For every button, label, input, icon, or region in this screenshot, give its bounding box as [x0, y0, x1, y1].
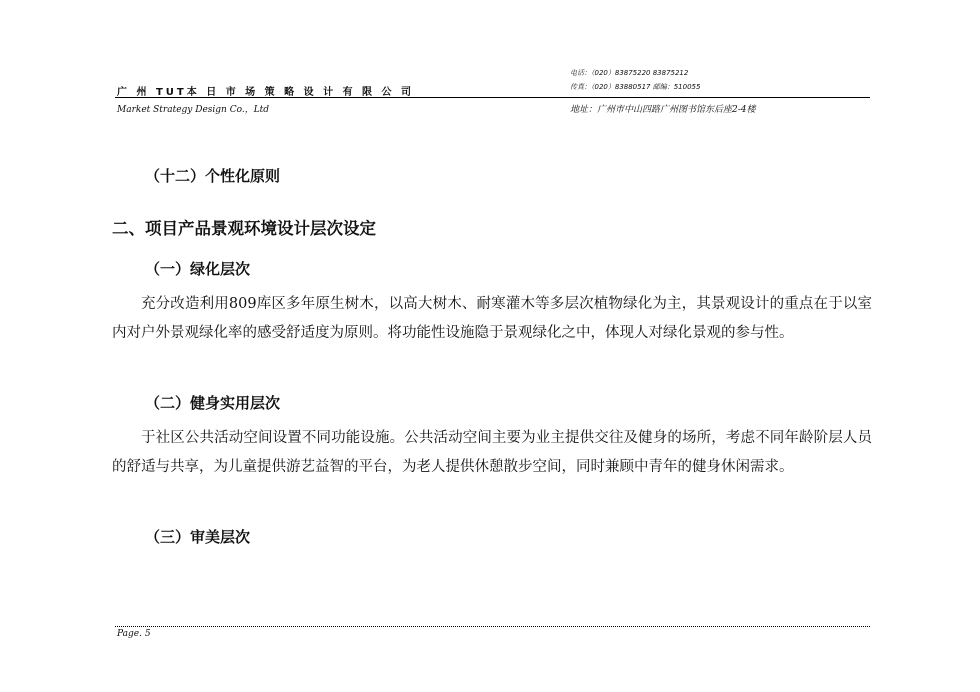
paragraph-greening-level: 充分改造利用809库区多年原生树木，以高大树木、耐寒灌木等多层次植物绿化为主，其景观设计的重点在于以室内对户外景观绿化率的感受舒适度为原则。将功能性设施隐于景观绿化之中，体现人对绿化景观的参与性。: [112, 296, 872, 341]
header-fax: 传真：（020）83880517 邮编：510055: [570, 83, 701, 91]
header-address: 地址：广州市中山四路广州图书馆东后座2-4楼: [570, 105, 756, 115]
paragraph-fitness-level: 于社区公共活动空间设置不同功能设施。公共活动空间主要为业主提供交往及健身的场所，考虑不同年龄阶层人员的舒适与共享，为儿童提供游艺益智的平台，为老人提供休憩散步空间，同时兼顾中青年的健身休闲需求。: [112, 430, 872, 475]
footer-divider: [115, 626, 870, 627]
heading-personalization-principle: （十二）个性化原则: [145, 167, 281, 185]
header-company-english: Market Strategy Design Co.，Ltd: [117, 105, 270, 115]
header-company-name: 广 州 TUT本 日 市 场 策 略 设 计 有 限 公 司: [117, 87, 415, 98]
subheading-greening-level: （一）绿化层次: [145, 260, 251, 278]
section-title-landscape-levels: 二、项目产品景观环境设计层次设定: [112, 219, 376, 238]
subheading-fitness-level: （二）健身实用层次: [145, 394, 281, 412]
subheading-aesthetic-level: （三）审美层次: [145, 528, 251, 546]
header-divider: [115, 97, 870, 98]
header-phone: 电话：（020）83875220 83875212: [570, 69, 689, 77]
page-number: Page. 5: [117, 629, 151, 639]
